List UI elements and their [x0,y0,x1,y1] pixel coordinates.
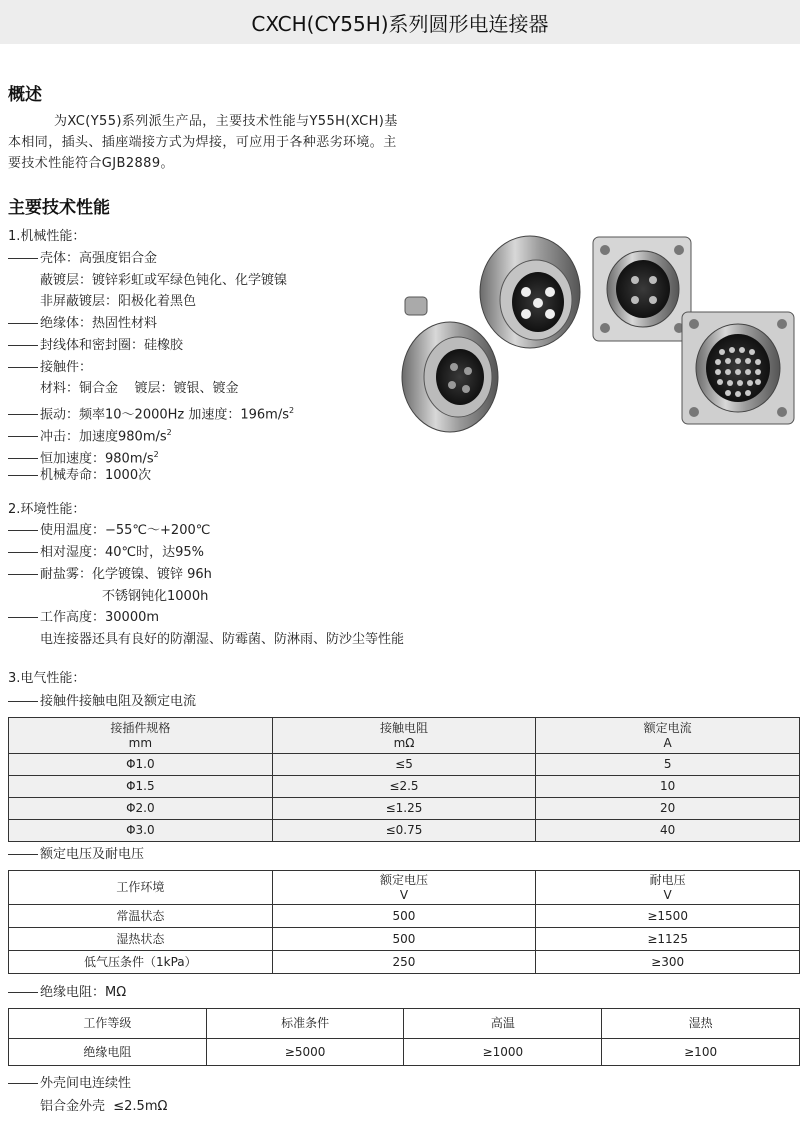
dash-rule [8,854,38,855]
table-cell: ≤0.75 [272,820,536,842]
dash-rule [8,345,38,346]
table-cell: ≥1000 [404,1039,602,1066]
table-cell: 250 [272,951,536,974]
table-cell: ≤5 [272,754,536,776]
table-cell: 40 [536,820,800,842]
insulation-caption: 绝缘电阻：MΩ [8,983,126,1003]
voltage-table [8,870,800,974]
table-cell: 常温状态 [9,905,273,928]
overview-text: 为XC(Y55)系列派生产品，主要技术性能与Y55H(XCH)基本相同，插头、插座端接方式为焊接，可应用于各种恶劣环境。主要技术性能符合GJB2889。 [8,114,398,171]
table-cell: 10 [536,776,800,798]
continuity-caption: 外壳间电连续性 [8,1074,131,1094]
page-title-bar [0,0,800,44]
table-cell: 500 [272,928,536,951]
environment-heading: 2.环境性能： [8,502,86,517]
mech-shield: 蔽镀层：镀锌彩虹或军绿色钝化、化学镀镍 [40,273,288,288]
receptacle-top-right [593,237,691,341]
receptacle-bottom-right [682,312,794,424]
dash-rule [8,367,38,368]
dash-rule [8,258,38,259]
table-cell: Φ1.0 [9,754,273,776]
contact-table [8,717,800,842]
env-salt: 耐盐雾：化学镀镍、镀锌 96h [8,565,212,585]
table-cell: Φ1.5 [9,776,273,798]
table-row [9,776,800,798]
table-cell: ≤2.5 [272,776,536,798]
table-row [9,1039,800,1066]
table-cell: ≥1125 [536,928,800,951]
header-cell: 湿热 [602,1009,800,1039]
env-salt-2: 不锈钢钝化1000h [102,589,209,604]
dash-rule [8,992,38,993]
continuity-value: 铝合金外壳 ≤2.5mΩ [40,1099,168,1114]
table-cell: 5 [536,754,800,776]
electrical-heading: 3.电气性能： [8,671,86,686]
specs-heading: 主要技术性能 [8,198,110,218]
table-cell: ≥300 [536,951,800,974]
dash-rule [8,552,38,553]
table-cell: ≥100 [602,1039,800,1066]
contact-caption: 接触件接触电阻及额定电流 [8,692,196,712]
header-cell: 耐电压 V [536,871,800,905]
table-cell: 20 [536,798,800,820]
table-cell: ≥1500 [536,905,800,928]
mech-contact: 接触件： [8,358,92,378]
connector-photo [395,222,800,434]
table-cell: 绝缘电阻 [9,1039,207,1066]
mech-nonshield: 非屏蔽镀层：阳极化着黑色 [40,294,197,309]
env-humidity: 相对湿度：40℃时，达95% [8,543,204,563]
dash-rule [8,323,38,324]
mech-shock: 冲击：加速度$980m/s^2$ [8,423,172,447]
mechanical-heading: 1.机械性能： [8,229,86,244]
env-note: 电连接器还具有良好的防潮湿、防霉菌、防淋雨、防沙尘等性能 [40,632,405,647]
table-cell: ≤1.25 [272,798,536,820]
dash-rule [8,436,38,437]
overview-heading: 概述 [8,85,42,105]
env-temp: 使用温度：−55℃～+200℃ [8,521,210,541]
dash-rule [8,458,38,459]
voltage-caption: 额定电压及耐电压 [8,845,144,865]
env-altitude: 工作高度：30000m [8,608,159,628]
dash-rule [8,574,38,575]
table-header-row [9,871,800,905]
dash-rule [8,414,38,415]
mech-life: 机械寿命：1000次 [8,466,151,486]
table-cell: 低气压条件（1kPa） [9,951,273,974]
dash-rule [8,475,38,476]
table-row [9,798,800,820]
table-row [9,820,800,842]
table-cell: Φ3.0 [9,820,273,842]
dash-rule [8,530,38,531]
mech-insulator: 绝缘体：热固性材料 [8,314,157,334]
table-cell: Φ2.0 [9,798,273,820]
mech-const-accel: 恒加速度：$980m/s^2$ [8,445,159,469]
table-cell: ≥5000 [206,1039,404,1066]
table-row [9,951,800,974]
header-cell: 额定电流 A [536,718,800,754]
table-row [9,754,800,776]
header-cell: 工作环境 [9,871,273,905]
insulation-table [8,1008,800,1066]
dash-rule [8,701,38,702]
table-cell: 湿热状态 [9,928,273,951]
table-header-row [9,718,800,754]
plug-middle [480,236,580,348]
header-cell: 接触电阻 mΩ [272,718,536,754]
mech-shell: 壳体：高强度铝合金 [8,249,157,269]
header-cell: 额定电压 V [272,871,536,905]
table-header-row [9,1009,800,1039]
header-cell: 接插件规格 mm [9,718,273,754]
dash-rule [8,1083,38,1084]
table-row [9,928,800,951]
header-cell: 标准条件 [206,1009,404,1039]
mech-contact-material: 材料：铜合金 镀层：镀银、镀金 [40,381,239,396]
table-row [9,905,800,928]
dash-rule [8,617,38,618]
mech-vibration: 振动：频率10～2000Hz 加速度：$196m/s^2$ [8,401,294,425]
table-cell: 500 [272,905,536,928]
plug-left [402,297,498,432]
mech-seal: 封线体和密封圈：硅橡胶 [8,336,183,356]
header-cell: 工作等级 [9,1009,207,1039]
page-title: CXCH(CY55H)系列圆形电连接器 [251,11,549,36]
header-cell: 高温 [404,1009,602,1039]
